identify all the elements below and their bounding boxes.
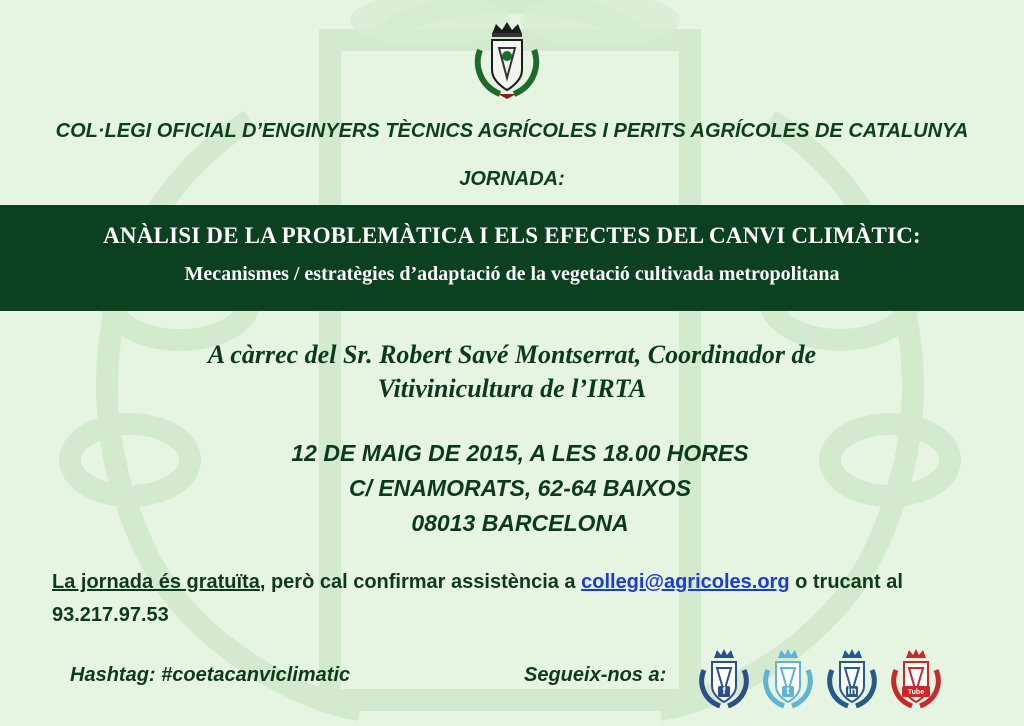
facebook-icon[interactable] xyxy=(696,648,752,710)
linkedin-icon[interactable] xyxy=(824,648,880,710)
organization-name: COL·LEGI OFICIAL D’ENGINYERS TÈCNICS AGRÍCOLES I PERITS AGRÍCOLES DE CATALUNYA xyxy=(55,120,969,142)
speaker-info xyxy=(60,338,964,406)
speaker-line-1: A càrrec del Sr. Robert Savé Montserrat, Coordinador de xyxy=(207,340,817,369)
twitter-icon-glyph: t xyxy=(786,686,790,697)
event-title: ANÀLISI DE LA PROBLEMÀTICA I ELS EFECTES DEL CANVI CLIMÀTIC: xyxy=(103,223,921,248)
confirmation-text xyxy=(52,566,982,632)
youtube-icon-glyph: Tube xyxy=(907,689,925,696)
jornada-label: JORNADA: xyxy=(459,168,565,190)
event-title-banner xyxy=(0,205,1024,311)
facebook-icon-glyph: f xyxy=(722,686,726,697)
follow-us-label: Segueix-nos a: xyxy=(524,664,667,686)
free-event-note: La jornada és gratuïta xyxy=(52,571,260,593)
confirmation-end: o trucant al 93.217.97.53 xyxy=(52,571,903,626)
event-details xyxy=(0,436,1024,541)
event-address: C/ ENAMORATS, 62-64 BAIXOS xyxy=(348,475,692,501)
twitter-icon[interactable] xyxy=(760,648,816,710)
event-datetime: 12 DE MAIG DE 2015, A LES 18.00 HORES xyxy=(291,440,749,466)
youtube-icon[interactable] xyxy=(888,648,944,710)
hashtag-text: Hashtag: #coetacanviclimatic xyxy=(70,664,351,686)
event-city: 08013 BARCELONA xyxy=(411,510,629,536)
speaker-line-2: Vitivinicultura de l’IRTA xyxy=(377,374,647,403)
college-crest-logo xyxy=(470,20,544,100)
email-link[interactable]: collegi@agricoles.org xyxy=(581,571,790,593)
linkedin-icon-glyph: in xyxy=(847,686,857,697)
event-subtitle: Mecanismes / estratègies d’adaptació de la vegetació cultivada metropolitana xyxy=(184,263,840,285)
confirmation-middle: , però cal confirmar assistència a xyxy=(259,571,582,593)
